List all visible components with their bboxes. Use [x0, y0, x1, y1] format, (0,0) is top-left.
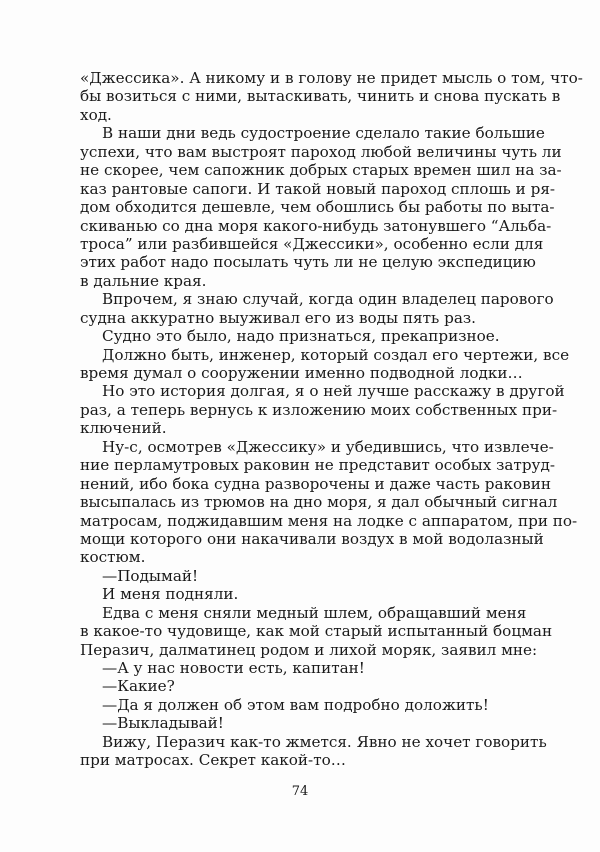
text-line: —Какие? — [102, 677, 175, 696]
text-line: Должно быть, инженер, который создал его чертежи, все — [102, 345, 570, 364]
text-line: Едва с меня сняли медный шлем, обращавший меня — [102, 603, 527, 622]
text-line: скиванью со дна моря какого-нибудь затонувшего “Альба- — [80, 216, 552, 235]
text-line: «Джессика». А никому и в голову не придет мысль о том, что- — [80, 69, 583, 87]
text-line: —Да я должен об этом вам подробно доложить! — [102, 695, 489, 714]
text-line: троса” или разбившейся «Джессики», особенно если для — [80, 234, 544, 253]
text-line: ход. — [80, 105, 112, 124]
text-line: Судно это было, надо признаться, прекапризное. — [102, 327, 500, 346]
text-line: в дальние края. — [80, 271, 207, 290]
text-line: костюм. — [80, 548, 146, 567]
text-line: не скорее, чем сапожник добрых старых времен шил на за- — [80, 161, 562, 180]
text-line: —А у нас новости есть, капитан! — [102, 659, 365, 677]
text-line: при матросах. Секрет какой-то… — [80, 751, 346, 770]
text-line: матросам, поджидавшим меня на лодке с аппаратом, при по- — [80, 511, 578, 530]
text-line: дом обходится дешевле, чем обошлись бы работы по выта- — [80, 198, 555, 217]
text-line: Вижу, Перазич как-то жмется. Явно не хочет говорить — [102, 732, 547, 751]
text-line: нений, ибо бока судна разворочены и даже часть раковин — [80, 474, 551, 493]
text-line: —Выкладывай! — [102, 714, 224, 733]
text-line: раз, а теперь вернусь к изложению моих собственных при- — [80, 400, 558, 419]
text-line: Ну-с, осмотрев «Джессику» и убедившись, что извлече- — [102, 437, 554, 456]
text-line: успехи, что вам выстроят пароход любой величины чуть ли — [80, 142, 562, 161]
text-line: Перазич, далматинец родом и лихой моряк, заявил мне: — [80, 640, 538, 659]
text-line: И меня подняли. — [102, 585, 239, 604]
text-line: ние перламутровых раковин не представит особых затруд- — [80, 456, 555, 475]
text-line: время думал о сооружении именно подводной лодки… — [80, 364, 523, 382]
text-line: в какое-то чудовище, как мой старый испытанный боцман — [80, 622, 553, 641]
text-line: бы возиться с ними, вытаскивать, чинить и снова пускать в — [80, 87, 561, 106]
text-line: высыпалась из трюмов на дно моря, я дал обычный сигнал — [80, 493, 558, 512]
body-text — [80, 69, 583, 770]
text-line: каз рантовые сапоги. И такой новый пароход сплошь и ря- — [80, 179, 556, 198]
text-line: этих работ надо посылать чуть ли не целую экспедицию — [80, 253, 536, 272]
text-line: —Подымай! — [102, 566, 199, 585]
text-line: судна аккуратно выуживал его из воды пять раз. — [80, 308, 476, 327]
text-line: Но это история долгая, я о ней лучше расскажу в другой — [102, 382, 565, 401]
text-line: мощи которого они накачивали воздух в мой водолазный — [80, 529, 544, 548]
text-line: ключений. — [80, 419, 167, 438]
text-line: В наши дни ведь судостроение сделало такие большие — [102, 124, 545, 143]
text-line: Впрочем, я знаю случай, когда один владелец парового — [102, 290, 554, 309]
page-number: 74 — [291, 784, 309, 799]
